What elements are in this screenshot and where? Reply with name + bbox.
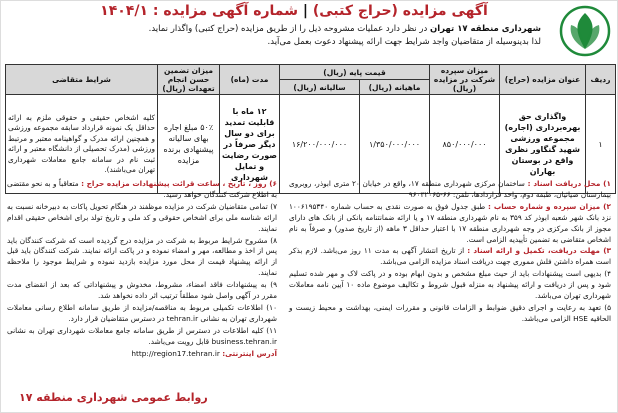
intro-line2: لذا بدینوسیله از متقاضیان واجد شرایط جهت ارائه پیشنهاد دعوت بعمل می‌آید.	[267, 37, 541, 47]
header-base-price: قیمت پایه (ریال)	[280, 65, 430, 80]
terms-right-column	[289, 179, 611, 326]
term-11-suffix: قابل رویت می‌باشد.	[148, 336, 210, 346]
cell-monthly: ۱/۳۵۰/۰۰۰/۰۰۰	[360, 95, 430, 194]
term-7: ۷) تمامی متقاضیان شرکت در مزایده موظفند در هنگام تحویل پاکات به دبیرخانه نسبت به ارائه شناسه ملی برای اشخاص حقوقی و کد ملی و تاریخ تولد برای اشخاص حقیقی اقدام نمایند.	[7, 201, 277, 233]
term-9: ۹) به پیشنهادات فاقد امضاء، مشروط، مخدوش و پیشنهاداتی که بعد از انقضای مدت مقرر در آگهی واصل شود مطلقاً ترتیب اثر داده نخواهد شد.	[7, 280, 277, 301]
header-guarantee: میزان تضمین حسن انجام تعهدات (ریال)	[158, 65, 220, 95]
term-11	[7, 326, 277, 348]
cell-guarantee: ۵۰٪ مبلغ اجاره بهای سالیانه پیشنهادی برنده مزایده	[158, 95, 220, 194]
term-3	[289, 246, 611, 268]
header-row-number: ردیف	[586, 65, 616, 95]
term-3-label: ۳) مهلت دریافت، تکمیل و ارائه اسناد :	[467, 246, 612, 256]
term-6-label: ۶) روز ، تاریخ ، ساعت قرائت پیشنهادات مزایده حراج :	[81, 179, 278, 188]
term-4: ۴) بدیهی است پیشنهادات باید از حیث مبلغ مشخص و بدون ابهام بوده و در پاکت لاک و مهر شده تسلیم شود و پس از دریافت و ارائه پیشنهاد به منزله قبول شروط و تکالیف موضوع ماده ۱۰ آیین نامه معاملات شهرداری تهران می‌باشد.	[289, 269, 611, 301]
ad-header	[7, 3, 611, 61]
term-2	[289, 202, 611, 246]
term-6-text: متعاقباً و به نحو مقتضی به اطلاع شرکت کنندگان خواهد رسید.	[7, 179, 277, 199]
term-1	[289, 179, 611, 201]
cell-row-number: ۱	[586, 95, 616, 194]
term-1-text: ساختمان مرکزی شهرداری منطقه ۱۷، واقع در خیابان ۲۰ متری ابوذر، روبروی بیمارستان ضیائیان، طبقه دوم، واحد قراردادها، تلفن: ۶۶-۹۶۰۴۲۰۶۵	[289, 179, 611, 199]
intro-bold: شهرداری منطقه ۱۷ تهران	[429, 24, 541, 34]
intro-text	[37, 23, 541, 49]
header-monthly: ماهیانه (ریال)	[360, 80, 430, 95]
business-site-link[interactable]: business.tehran.ir	[211, 336, 277, 346]
terms-left-column	[7, 179, 277, 361]
header-duration: مدت (ماه)	[220, 65, 280, 95]
address-label: آدرس اینترنتی:	[222, 348, 277, 358]
cell-conditions: کلیه اشخاص حقیقی و حقوقی ملزم به ارائه حداقل یک نمونه قرارداد سابقه مجموعه ورزشی و همچنین ارائه مدرک و گواهینامه معتبر و مرتبط ورزشی (مدرک تحصیلی از دانشگاه معتبر و ارائه ثبت نام در سامانه جامع معاملات شهرداری تهران می‌باشند).	[6, 95, 158, 194]
title-separator: |	[302, 3, 308, 19]
term-8: ۸) مشروح شرایط مربوط به شرکت در مزایده درج گردیده است که شرکت کنندگان باید پس از اخذ و مطالعه، مهر و امضاء نموده و در پاکت ارائه نمایند. شرکت کنندگان باید قبل از ارائه پیشنهاد قیمت از محل مورد مزایده بازدید نموده و شرایط موجود را ملاحظه نمایند.	[7, 235, 277, 278]
header-conditions: شرایط متقاضی	[6, 65, 158, 95]
term-1-label: ۱) محل دریافت اسناد :	[527, 179, 611, 188]
header-deposit: میزان سپرده شرکت در مزایده (ریال)	[430, 65, 500, 95]
cell-title: واگذاری حق بهره‌برداری (اجاره) مجموعه ورزشی شهید گنگاور نظری واقع در بوستان بهاران	[500, 95, 586, 194]
cell-deposit: ۸۵۰/۰۰۰/۰۰۰	[430, 95, 500, 194]
cell-yearly: ۱۶/۲۰۰/۰۰۰/۰۰۰	[280, 95, 360, 194]
intro-rest: در نظر دارد عملیات مشروحه ذیل را از طریق مزایده (حراج کتبی) واگذار نماید.	[148, 24, 428, 34]
auction-table	[5, 64, 616, 194]
term-3-text: از تاریخ انتشار آگهی به مدت ۱۱ روز می‌باشد. لازم بذکر است همراه داشتن فلش مموری جهت دریافت اسناد مزایده الزامی می‌باشد.	[289, 246, 611, 267]
title-suffix: شماره آگهی مزایده : ۱۴۰۴/۱	[100, 3, 298, 19]
header-yearly: سالیانه (ریال)	[280, 80, 360, 95]
cell-duration: ۱۲ ماه با قابلیت تمدید برای دو سال دیگر صرفاً در صورت رضایت و تمایل شهرداری	[220, 95, 280, 194]
term-2-label: ۲) میزان سپرده و شماره حساب :	[487, 201, 611, 211]
term-11-prefix: ۱۱) کلیه اطلاعات در دسترس از طریق سامانه جامع معاملات شهرداری تهران به نشانی	[7, 325, 277, 335]
municipality-logo-icon	[559, 5, 611, 57]
term-2-text: طبق جدول فوق به صورت نقدی به حساب شماره ۱۰۰۶۱۹۵۳۴۰ نزد بانک شهر شعبه ابوذر کد ۳۵۹ به نام شهرداری منطقه ۱۷ و یا ارائه ضمانتنامه بانکی از بانک های دارای مجوز از بانک مرکزی در وجه شهرداری منطقه ۱۷ با اعتبار حداقل ۳ ماهه (از تاریخ صدور) و صرفاً به نام اشخاص متقاضی به تضمین تأییدیه الزامی است.	[289, 201, 611, 244]
region-site-link[interactable]: http://region17.tehran.ir	[131, 348, 220, 358]
term-10: ۱۰) اطلاعات تکمیلی مربوط به مناقصه/مزایده از طریق سامانه اطلاع رسانی معاملات شهرداری تهران به نشانی tehran.ir در دسترس متقاضیان قرار دارد.	[7, 302, 277, 323]
page-title	[47, 3, 541, 19]
header-title: عنوان مزایده (حراج)	[500, 65, 586, 95]
term-6	[7, 179, 277, 201]
footer-signature: روابط عمومی شهرداری منطقه ۱۷	[19, 391, 208, 404]
address-line	[7, 349, 277, 360]
term-5: ۵) تعهد به رعایت و اجرای دقیق ضوابط و الزامات قانونی و مقررات ایمنی، بهداشت و محیط زیست و الحاقیه HSE الزامی می‌باشد.	[289, 302, 611, 323]
title-prefix: آگهی مزایده (حراج کتبی)	[312, 3, 488, 19]
